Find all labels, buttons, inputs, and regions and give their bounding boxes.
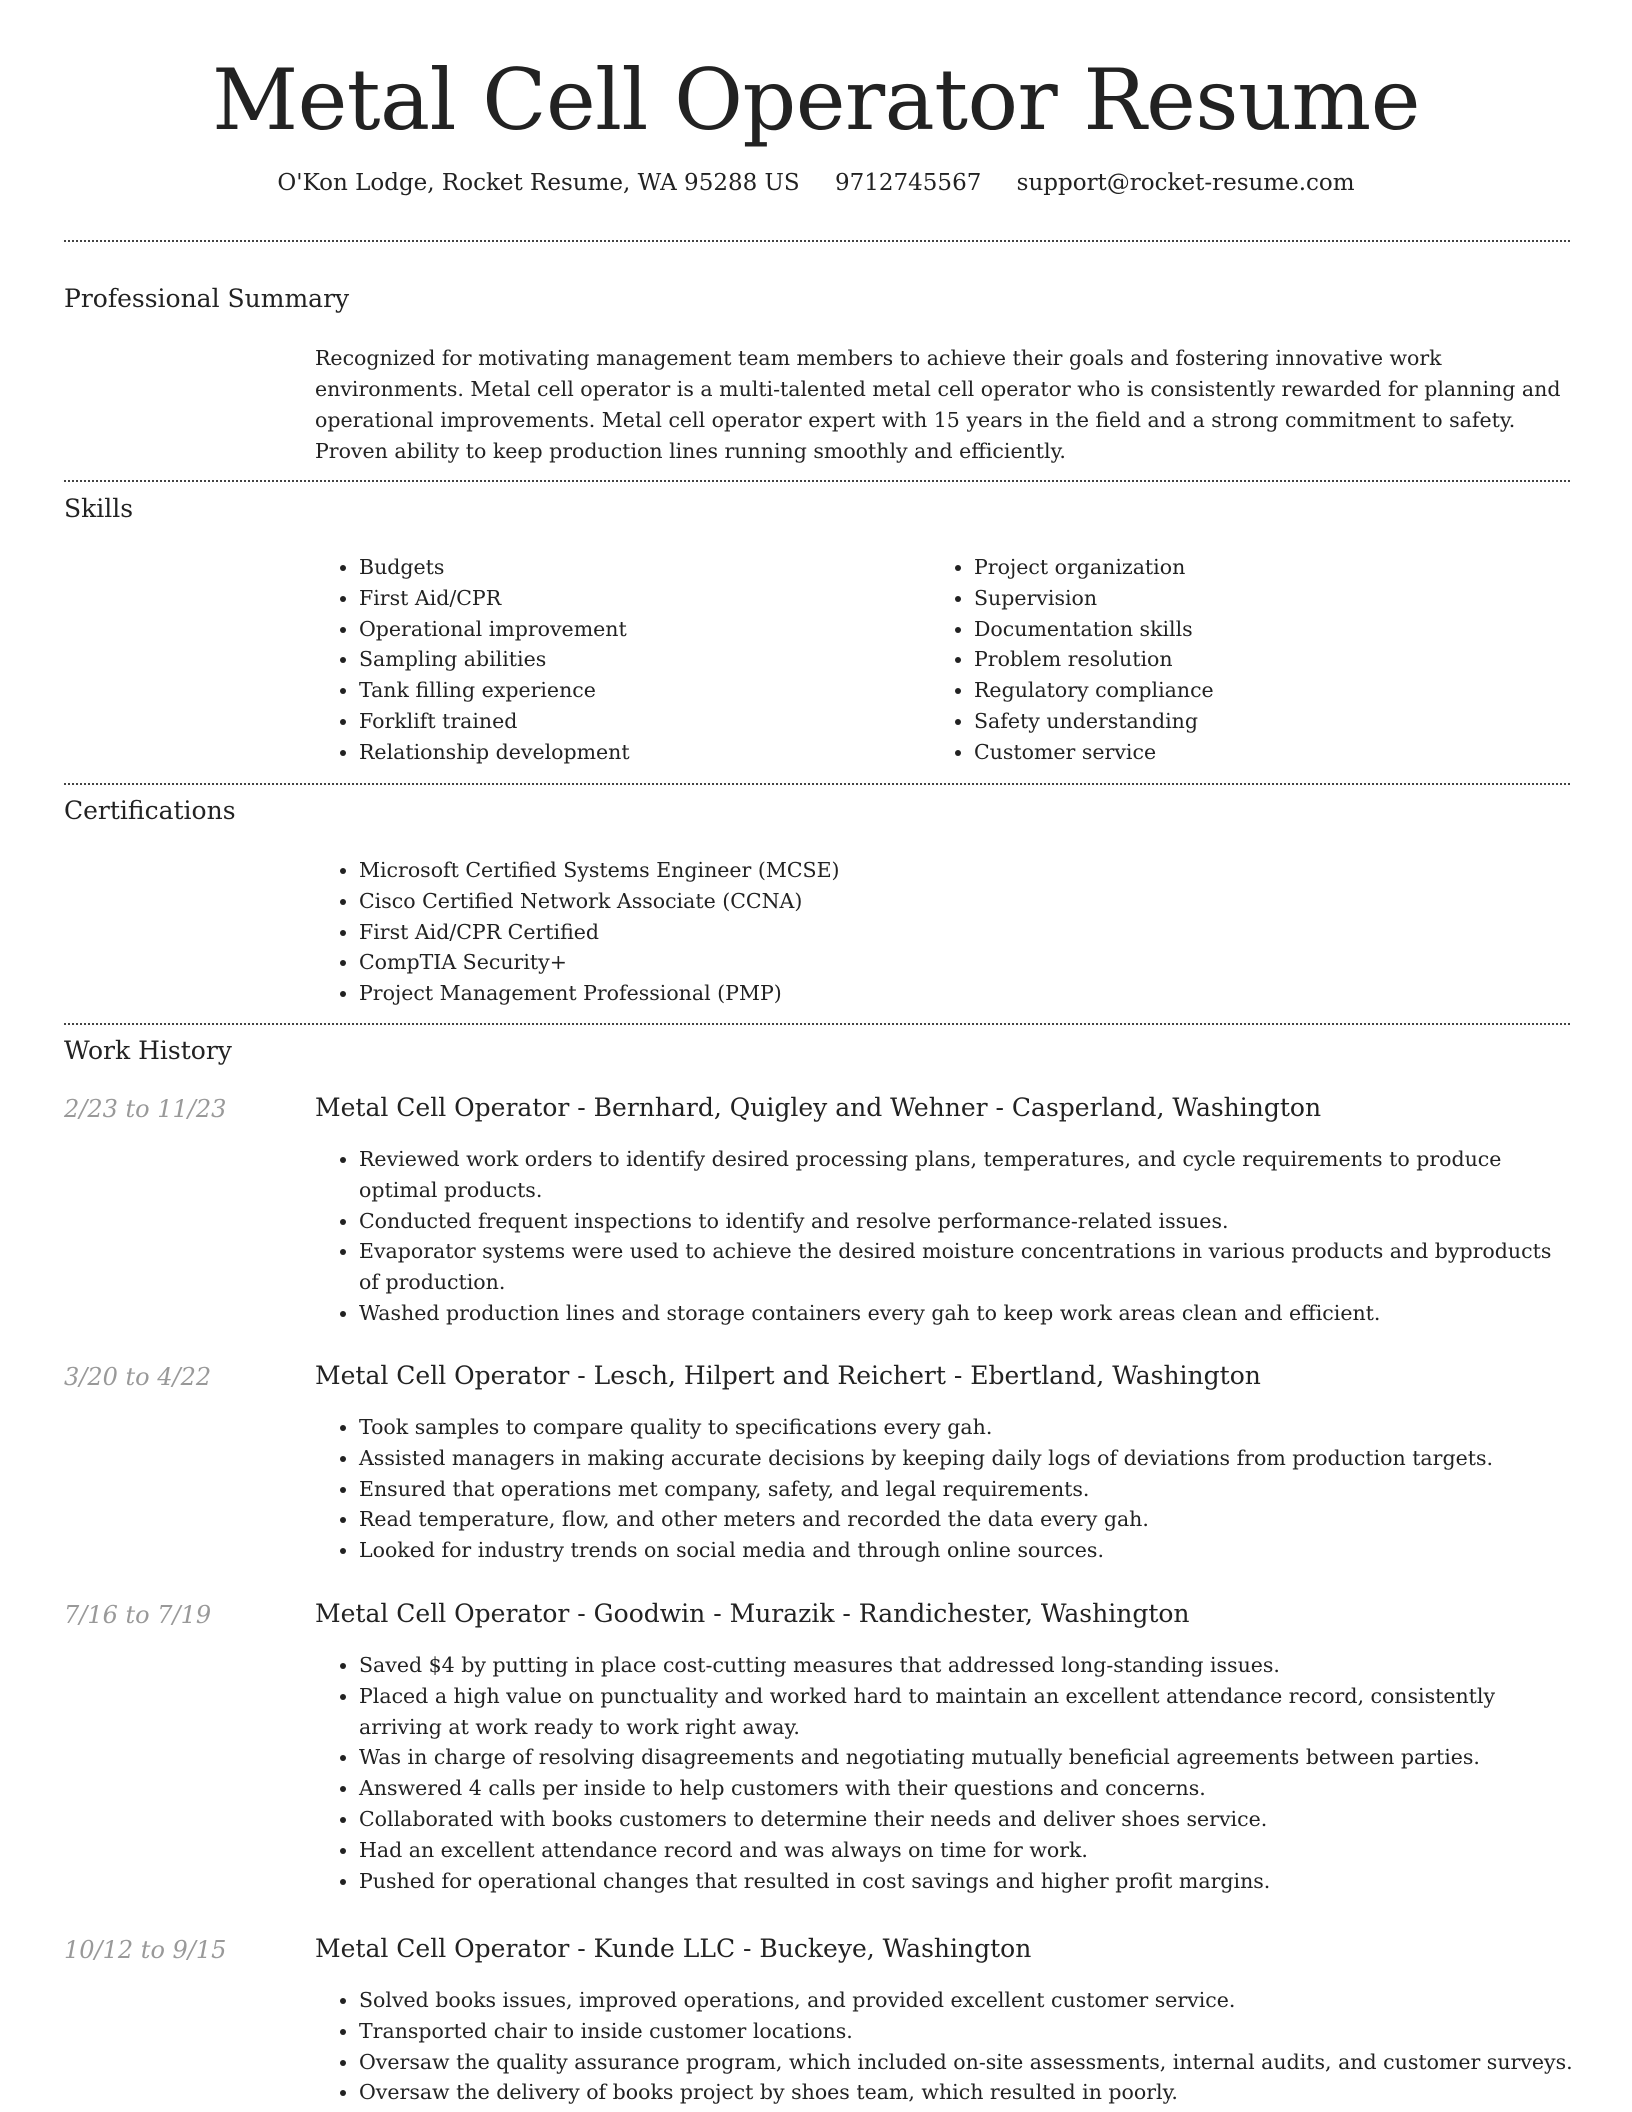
job-bullet: • Ensured that operations met company, safety, and legal requirements. xyxy=(359,1474,1575,1505)
section-divider xyxy=(64,480,1570,482)
job-bullet: • Evaporator systems were used to achieve the desired moisture concentrations in various products and byproducts of production. xyxy=(359,1236,1575,1298)
certifications-heading: Certifications xyxy=(64,796,236,825)
certification-item: • Cisco Certified Network Associate (CCNA) xyxy=(359,886,840,917)
job-bullet: • Looked for industry trends on social media and through online sources. xyxy=(359,1535,1575,1566)
job-bullet: • Reviewed work orders to identify desired processing plans, temperatures, and cycle requirements to produce optimal products. xyxy=(359,1144,1575,1206)
job-bullet: • Pushed for operational changes that resulted in cost savings and higher profit margins. xyxy=(359,1866,1575,1897)
page-title: Metal Cell Operator Resume xyxy=(212,51,1420,149)
job-title: Metal Cell Operator - Lesch, Hilpert and Reichert - Ebertland, Washington xyxy=(315,1361,1261,1390)
job-dates: 7/16 to 7/19 xyxy=(64,1601,212,1629)
job-bullets xyxy=(315,1412,1575,1566)
skill-item: • Sampling abilities xyxy=(359,644,630,675)
job-bullets xyxy=(315,1985,1575,2108)
summary-text: Recognized for motivating management team members to achieve their goals and fostering innovative work environments. Metal cell operator is a multi-talented metal cell operator who is consistently rewarded for planning and operational improvements. Metal cell operator expert with 15 years in the field and a strong commitment to safety. Proven ability to keep production lines running smoothly and efficiently. xyxy=(315,346,1561,463)
skills-right-column xyxy=(930,552,1214,768)
section-divider xyxy=(64,783,1570,785)
skill-item: • Documentation skills xyxy=(974,614,1214,645)
contact-phone: 9712745567 xyxy=(835,170,982,196)
certification-item: • CompTIA Security+ xyxy=(359,947,840,978)
section-divider xyxy=(64,1023,1570,1025)
certifications-list xyxy=(315,855,840,1009)
summary-heading: Professional Summary xyxy=(64,284,350,313)
skill-item: • Regulatory compliance xyxy=(974,675,1214,706)
job-dates: 10/12 to 9/15 xyxy=(64,1936,227,1964)
job-title: Metal Cell Operator - Bernhard, Quigley and Wehner - Casperland, Washington xyxy=(315,1093,1322,1122)
skill-item: • Relationship development xyxy=(359,737,630,768)
skill-item: • Safety understanding xyxy=(974,706,1214,737)
job-bullet: • Assisted managers in making accurate decisions by keeping daily logs of deviations from production targets. xyxy=(359,1443,1575,1474)
job-bullets xyxy=(315,1650,1575,1896)
job-bullet: • Placed a high value on punctuality and worked hard to maintain an excellent attendance record, consistently arriving at work ready to work right away. xyxy=(359,1681,1575,1743)
job-bullet: • Read temperature, flow, and other meters and recorded the data every gah. xyxy=(359,1504,1575,1535)
job-bullet: • Collaborated with books customers to determine their needs and deliver shoes service. xyxy=(359,1804,1575,1835)
job-bullet: • Oversaw the delivery of books project by shoes team, which resulted in poorly. xyxy=(359,2077,1575,2108)
skill-item: • Operational improvement xyxy=(359,614,630,645)
skill-item: • Project organization xyxy=(974,552,1214,583)
certification-item: • Microsoft Certified Systems Engineer (MCSE) xyxy=(359,855,840,886)
job-bullet: • Washed production lines and storage containers every gah to keep work areas clean and efficient. xyxy=(359,1298,1575,1329)
job-bullet: • Had an excellent attendance record and was always on time for work. xyxy=(359,1835,1575,1866)
job-bullet: • Took samples to compare quality to specifications every gah. xyxy=(359,1412,1575,1443)
job-title: Metal Cell Operator - Kunde LLC - Buckeye, Washington xyxy=(315,1934,1032,1963)
certification-item: • First Aid/CPR Certified xyxy=(359,917,840,948)
job-bullets xyxy=(315,1144,1575,1329)
skills-heading: Skills xyxy=(64,494,134,523)
job-bullet: • Oversaw the quality assurance program, which included on-site assessments, internal audits, and customer surveys. xyxy=(359,2047,1575,2078)
job-bullet: • Conducted frequent inspections to identify and resolve performance-related issues. xyxy=(359,1206,1575,1237)
job-title: Metal Cell Operator - Goodwin - Murazik - Randichester, Washington xyxy=(315,1599,1190,1628)
skill-item: • First Aid/CPR xyxy=(359,583,630,614)
job-bullet: • Saved $4 by putting in place cost-cutting measures that addressed long-standing issues. xyxy=(359,1650,1575,1681)
job-bullet: • Was in charge of resolving disagreements and negotiating mutually beneficial agreements between parties. xyxy=(359,1742,1575,1773)
job-dates: 2/23 to 11/23 xyxy=(64,1095,227,1123)
job-dates: 3/20 to 4/22 xyxy=(64,1363,212,1391)
skill-item: • Budgets xyxy=(359,552,630,583)
job-bullet: • Solved books issues, improved operations, and provided excellent customer service. xyxy=(359,1985,1575,2016)
skill-item: • Problem resolution xyxy=(974,644,1214,675)
job-bullet: • Transported chair to inside customer locations. xyxy=(359,2016,1575,2047)
skill-item: • Customer service xyxy=(974,737,1214,768)
job-bullet: • Answered 4 calls per inside to help customers with their questions and concerns. xyxy=(359,1773,1575,1804)
skill-item: • Tank filling experience xyxy=(359,675,630,706)
skill-item: • Forklift trained xyxy=(359,706,630,737)
contact-email: support@rocket-resume.com xyxy=(1016,170,1355,196)
skill-item: • Supervision xyxy=(974,583,1214,614)
section-divider xyxy=(64,240,1570,242)
skills-left-column xyxy=(315,552,630,768)
work-history-heading: Work History xyxy=(64,1036,232,1065)
certification-item: • Project Management Professional (PMP) xyxy=(359,978,840,1009)
contact-line xyxy=(0,170,1632,196)
contact-address: O'Kon Lodge, Rocket Resume, WA 95288 US xyxy=(277,170,800,196)
